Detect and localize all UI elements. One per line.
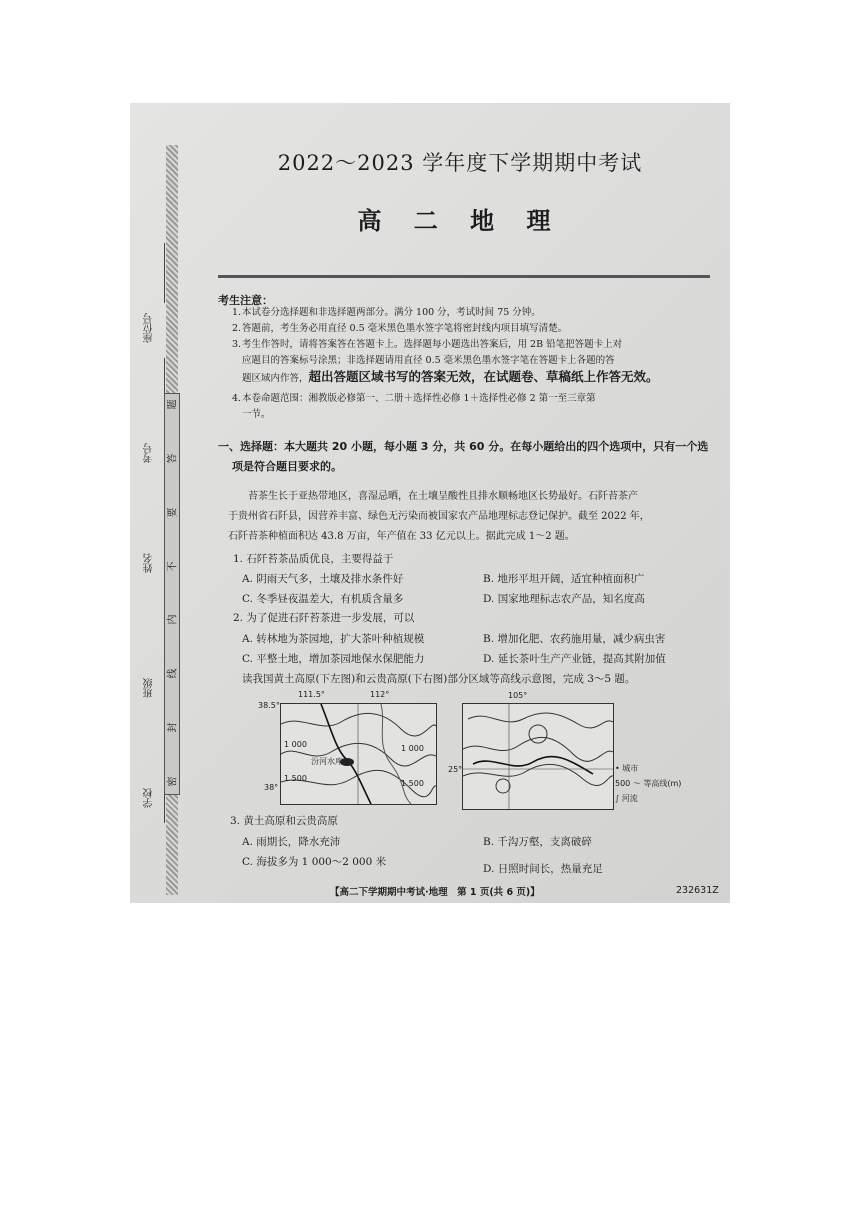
map-left-contour-1500a: 1 500: [284, 774, 307, 783]
q2-option-c: C. 平整土地，增加茶园地保水保肥能力: [242, 653, 425, 665]
map-left-lon-1: 111.5°: [298, 690, 325, 699]
map-left-lat-2: 38°: [264, 783, 279, 792]
map-left-contour-1000a: 1 000: [284, 740, 307, 749]
header-rule: [218, 275, 710, 278]
exam-number-label: 考号: [144, 443, 155, 463]
passage-line-1: 苔茶生长于亚热带地区，喜湿忌晒，在土壤呈酸性且排水顺畅地区长势最好。石阡苔茶产: [248, 491, 638, 502]
notice-item-4: 4. 本卷命题范围：湘教版必修第一、二册＋选择性必修 1＋选择性必修 2 第一至三章第 一节。: [232, 393, 596, 420]
map-right-legend: • 城市 500 〜 等高线(m) ∫ 河流: [615, 764, 682, 803]
q2-option-a: A. 转林地为茶园地，扩大茶叶种植规模: [242, 633, 425, 645]
q1-option-b: B. 地形平坦开阔，适宜种植面积广: [483, 573, 645, 585]
q1-option-d: D. 国家地理标志农产品，知名度高: [483, 593, 645, 605]
q3-option-d: D. 日照时间长，热量充足: [483, 863, 603, 875]
q2-option-d: D. 延长茶叶生产产业链，提高其附加值: [483, 653, 666, 665]
question-2-stem: 2. 为了促进石阡苔茶进一步发展，可以: [233, 612, 415, 624]
loess-plateau-contour-map: [280, 703, 437, 805]
q1-option-a: A. 阴雨天气多，土壤及排水条件好: [242, 573, 404, 585]
map-left-lon-2: 112°: [370, 690, 390, 699]
q3-option-c: C. 海拔多为 1 000～2 000 米: [242, 856, 387, 868]
city-legend-icon: •: [615, 764, 620, 773]
q1-option-c: C. 冬季昼夜温差大，有机质含量多: [242, 593, 404, 605]
q3-option-b: B. 千沟万壑，支离破碎: [483, 836, 592, 848]
passage-2: 读我国黄土高原(下左图)和云贵高原(下右图)部分区域等高线示意图，完成 3～5 题。: [242, 673, 636, 685]
school-label: 学校: [144, 788, 155, 808]
exam-title: 2022～2023 学年度下学期期中考试: [277, 151, 643, 175]
seal-line-text: 题 答 要 不 内 线 封 密: [167, 399, 179, 787]
subject-title: 高 二 地 理: [357, 206, 563, 235]
notice-item-2: 2. 答题前，考生务必用直径 0.5 毫米黑色墨水签字笔将密封线内项目填写清楚。: [232, 323, 568, 334]
binding-sidebar: [130, 103, 210, 903]
yungui-plateau-contour-map: [462, 703, 614, 810]
section-heading-cont: 项是符合题目要求的。: [232, 460, 342, 473]
notice-emphasis: 超出答题区域书写的答案无效，在试题卷、草稿纸上作答无效。: [308, 369, 659, 384]
map-right-lat: 25°: [448, 765, 463, 774]
name-label: 姓名: [144, 553, 155, 573]
map-left-contour-1500b: 1 500: [401, 779, 424, 788]
map-left-contour-1000b: 1 000: [401, 744, 424, 753]
seat-number-label: 座位号: [144, 313, 155, 343]
river-legend-icon: ∫: [615, 794, 620, 803]
map-left-reservoir-label: 汾河水库: [311, 757, 343, 766]
page-footer: 【高二下学期期中考试·地理 第 1 页(共 6 页)】: [330, 887, 540, 898]
class-label: 班级: [144, 678, 155, 698]
notice-item-3: 3. 考生作答时，请将答案答在答题卡上。选择题每小题选出答案后，用 2B 铅笔把答题卡上对 应题目的答案标号涂黑；非选择题请用直径 0.5 毫米黑色墨水签字笔在答题卡上各题的答 题区域内作答，超出答题区域书写的答案无效，在试题卷、草稿纸上作答无效。: [232, 339, 659, 384]
passage-line-3: 石阡苔茶种植面积达 43.8 万亩，年产值在 33 亿元以上。据此完成 1～2 题。: [228, 531, 575, 542]
notice-title: 考生注意：: [218, 294, 273, 307]
q2-option-b: B. 增加化肥、农药施用量，减少病虫害: [483, 633, 666, 645]
passage-line-2: 于贵州省石阡县，因营养丰富、绿色无污染而被国家农产品地理标志登记保护。截至 2022 年，: [228, 511, 650, 522]
q3-option-a: A. 雨期长，降水充沛: [242, 836, 341, 848]
exam-code: 232631Z: [676, 885, 719, 896]
question-3-stem: 3. 黄土高原和云贵高原: [230, 815, 338, 827]
notice-item-1: 1. 本试卷分选择题和非选择题两部分。满分 100 分，考试时间 75 分钟。: [232, 307, 541, 318]
map-right-lon: 105°: [508, 691, 528, 700]
exam-photo: [130, 103, 730, 903]
section-heading: 一、选择题：本大题共 20 小题，每小题 3 分，共 60 分。在每小题给出的四个选项中，只有一个选: [218, 440, 709, 453]
contour-legend-icon: 〜: [632, 779, 641, 788]
question-1-stem: 1. 石阡苔茶品质优良，主要得益于: [233, 553, 394, 565]
map-left-lat-1: 38.5°: [258, 701, 280, 710]
